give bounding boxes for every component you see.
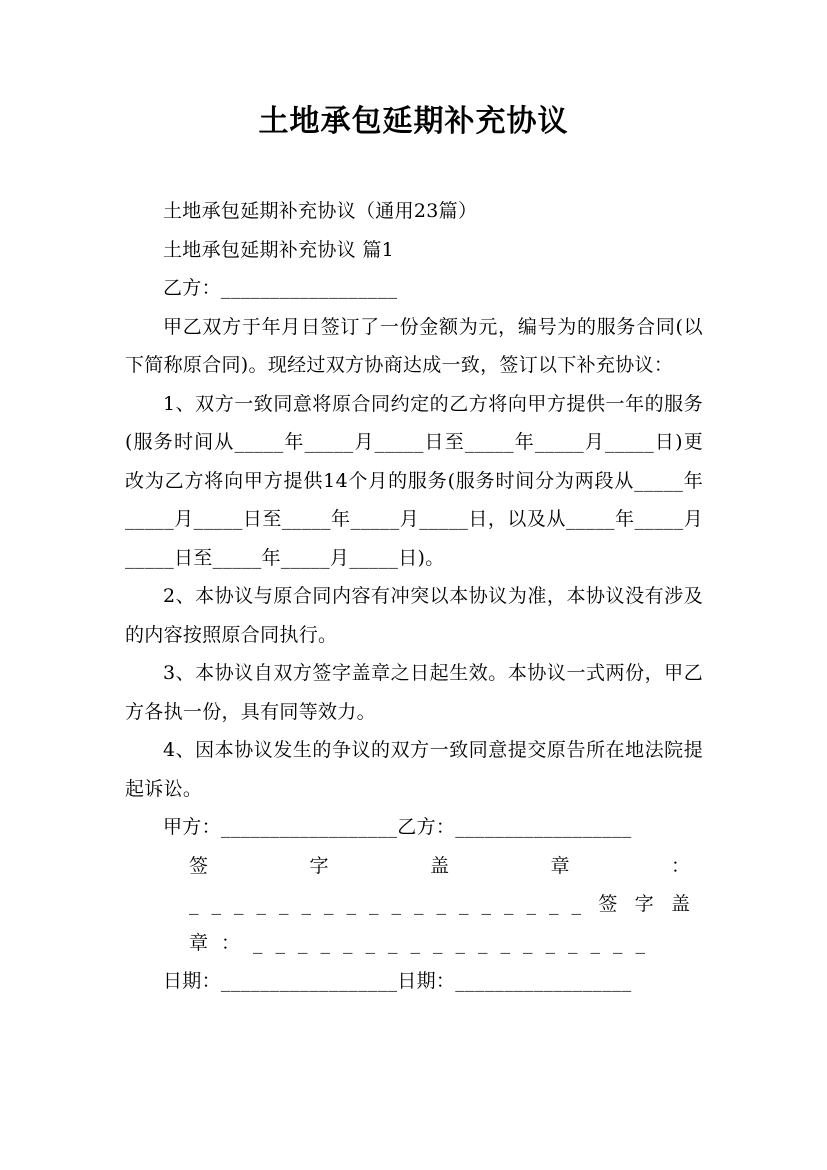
clause-1: 1、双方一致同意将原合同约定的乙方将向甲方提供一年的服务(服务时间从_____年_____月_____日至_____年_____月_____日)更改为乙方将向甲方提供14个月的服务(服务时间分为两段从_____年_____月_____日至_____年_____月_____日，以及从_____年_____月_____日至_____年_____月_____日)。 [125,392,703,569]
clause-2: 2、本协议与原合同内容有冲突以本协议为准，本协议没有涉及的内容按照原合同执行。 [125,585,703,646]
signature-parties: 甲方：__________________乙方：__________________ [163,816,632,838]
signature-dates: 日期：__________________日期：__________________ [163,970,632,992]
intro-paragraph: 甲乙双方于年月日签订了一份金额为元，编号为的服务合同(以下简称原合同)。现经过双方协商达成一致，签订以下补充协议： [125,315,703,376]
party-b-line: 乙方：__________________ [163,277,398,299]
clause-4: 4、因本协议发生的争议的双方一致同意提交原告所在地法院提起诉讼。 [125,739,703,800]
section-heading: 土地承包延期补充协议 篇1 [163,238,395,261]
signature-stamp: 签字盖章：__________________签字盖章：__________________ [189,854,703,954]
document-subtitle: 土地承包延期补充协议（通用23篇） [163,200,478,222]
document-body [125,192,703,1001]
clause-3: 3、本协议自双方签字盖章之日起生效。本协议一式两份，甲乙方各执一份，具有同等效力。 [125,662,703,723]
document-title: 土地承包延期补充协议 [258,104,569,139]
